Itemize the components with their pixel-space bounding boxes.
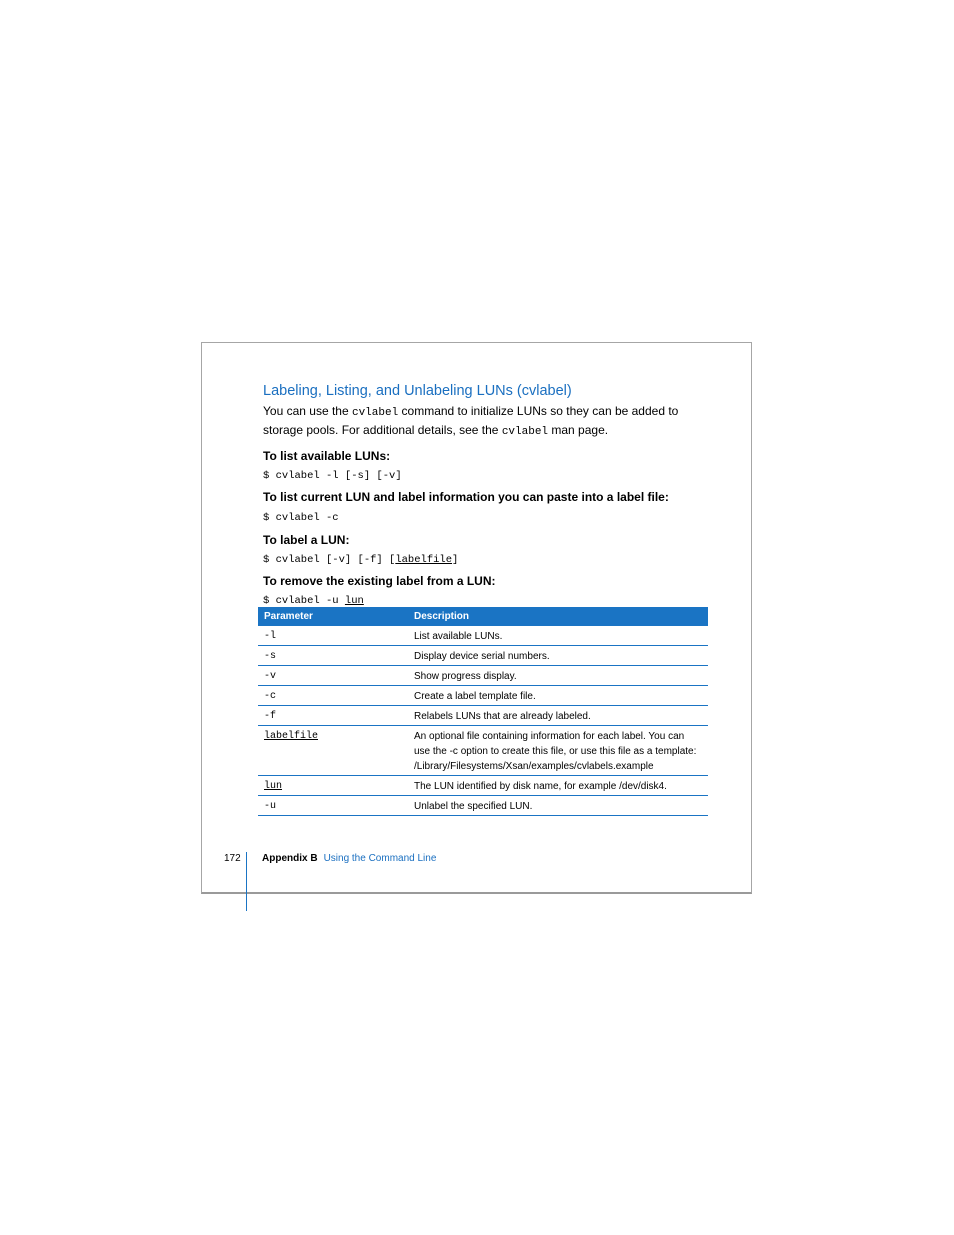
intro-text-2: command to initialize LUNs so they can be added to storage pools. For additional details, see the <box>263 404 679 437</box>
param-cell: -l <box>258 626 408 646</box>
desc-cell: Relabels LUNs that are already labeled. <box>408 706 708 726</box>
param-cell: lun <box>258 776 408 796</box>
param-cell: labelfile <box>258 726 408 776</box>
table-row <box>258 726 708 776</box>
table-row <box>258 686 708 706</box>
intro-text-1: You can use the <box>263 404 352 418</box>
param-cell: -s <box>258 646 408 666</box>
table-header-description: Description <box>408 607 708 626</box>
intro-code-cvlabel: cvlabel <box>351 407 399 419</box>
desc-cell: Create a label template file. <box>408 686 708 706</box>
intro-code-cvlabel-2: cvlabel <box>501 426 549 438</box>
step-heading-list-current: To list current LUN and label information you can paste into a label file: <box>263 490 669 504</box>
table-row <box>258 646 708 666</box>
step-command-list: $ cvlabel -l [-s] [-v] <box>263 470 402 482</box>
step-heading-list: To list available LUNs: <box>263 449 391 463</box>
desc-line: use the -c option to create this file, or use this file as a template: <box>414 746 697 757</box>
desc-line: An optional file containing information for each label. You can <box>414 731 685 742</box>
footer-label <box>262 853 436 864</box>
desc-cell <box>408 726 708 776</box>
cmd-remove-prefix: $ cvlabel -u <box>263 595 345 607</box>
desc-cell: List available LUNs. <box>408 626 708 646</box>
table-row <box>258 706 708 726</box>
parameter-table <box>258 607 708 816</box>
intro-text-3: man page. <box>548 423 609 437</box>
table-row <box>258 776 708 796</box>
param-cell: -c <box>258 686 408 706</box>
param-cell: -u <box>258 796 408 816</box>
footer-appendix: Appendix B <box>262 853 318 864</box>
cmd-label-suffix: ] <box>452 554 459 566</box>
table-header-parameter: Parameter <box>258 607 408 626</box>
desc-cell: Display device serial numbers. <box>408 646 708 666</box>
param-cell: -f <box>258 706 408 726</box>
page-number: 172 <box>224 853 241 864</box>
table-row <box>258 626 708 646</box>
intro-paragraph <box>263 403 708 441</box>
desc-cell: Show progress display. <box>408 666 708 686</box>
section-title: Labeling, Listing, and Unlabeling LUNs (cvlabel) <box>263 383 572 399</box>
step-heading-label: To label a LUN: <box>263 533 350 547</box>
cmd-label-prefix: $ cvlabel [-v] [-f] [ <box>263 554 396 566</box>
cmd-label-arg: labelfile <box>395 554 453 566</box>
table-header-row <box>258 607 708 626</box>
page-content <box>263 382 708 608</box>
step-command-list-current: $ cvlabel -c <box>263 512 339 524</box>
footer-chapter-link[interactable]: Using the Command Line <box>323 853 437 864</box>
cmd-remove-arg: lun <box>344 595 364 607</box>
desc-cell: Unlabel the specified LUN. <box>408 796 708 816</box>
step-heading-remove: To remove the existing label from a LUN: <box>263 574 496 588</box>
step-command-label <box>263 553 708 567</box>
desc-cell: The LUN identified by disk name, for example /dev/disk4. <box>408 776 708 796</box>
table-row <box>258 666 708 686</box>
step-command-remove <box>263 594 708 608</box>
param-cell: -v <box>258 666 408 686</box>
desc-line: /Library/Filesystems/Xsan/examples/cvlabels.example <box>414 761 654 772</box>
table-row <box>258 796 708 816</box>
footer-divider <box>246 852 247 911</box>
